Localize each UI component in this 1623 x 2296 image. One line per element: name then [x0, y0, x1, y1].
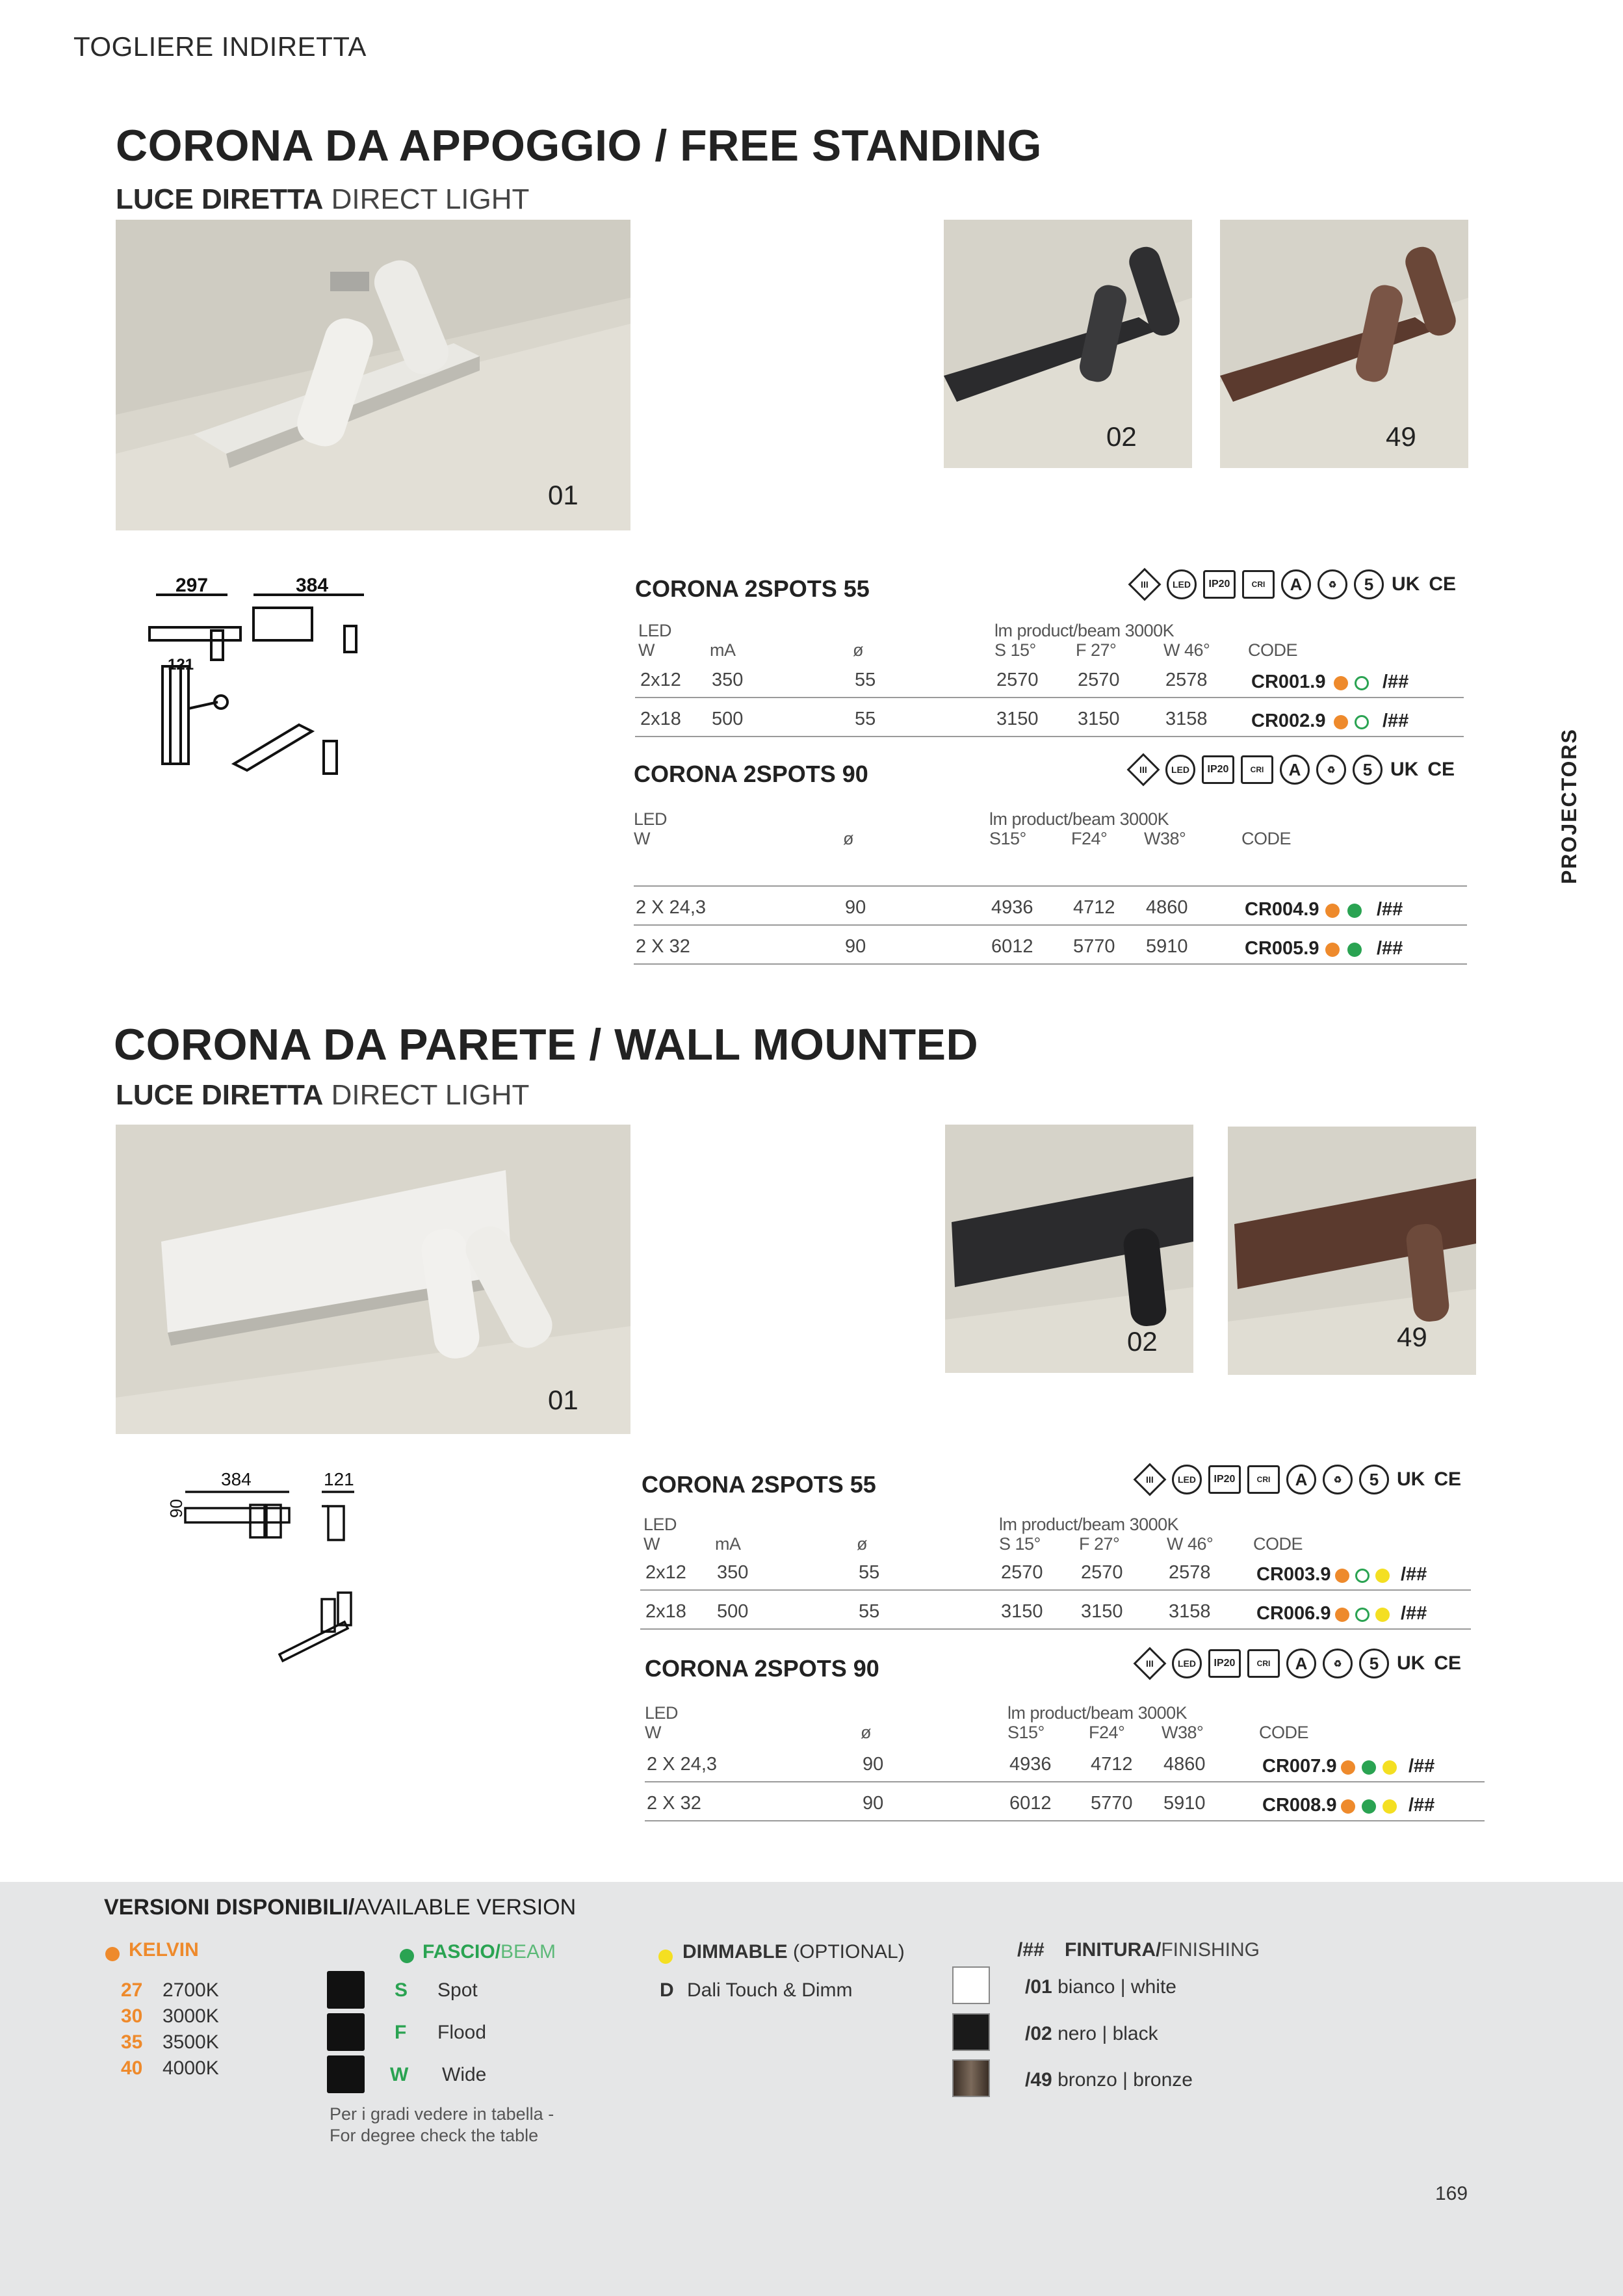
ip20-icon: IP20	[1203, 570, 1236, 599]
photo-label-black: 02	[1106, 421, 1137, 452]
beam-label-light: BEAM	[500, 1941, 556, 1963]
cell-dia: 55	[859, 1562, 880, 1583]
cell-s: 6012	[1009, 1793, 1052, 1814]
cell-ma: 500	[717, 1601, 749, 1622]
cell-dia: 55	[859, 1601, 880, 1622]
row-divider	[635, 736, 1464, 737]
kelvin-dot	[1334, 676, 1348, 690]
photo-label-white: 01	[548, 1385, 578, 1415]
cell-wide: 5910	[1163, 1793, 1206, 1814]
spec-table-standing-90	[634, 751, 1472, 972]
dimmable-legend-dot	[658, 1950, 673, 1964]
kelvin-dot	[1341, 1760, 1355, 1775]
kelvin-code: 40	[121, 2057, 143, 2079]
col-wide: W38°	[1144, 829, 1186, 848]
dim-label: 121	[168, 656, 194, 673]
beam-letter: F	[395, 2022, 407, 2043]
cell-s: 3150	[996, 709, 1039, 729]
product-code: CR004.9	[1245, 899, 1319, 920]
cell-f: 4712	[1073, 897, 1115, 918]
table-title: CORONA 2SPOTS 90	[645, 1655, 879, 1682]
recycle-icon: ♻	[1323, 1465, 1353, 1494]
a-icon: A	[1280, 755, 1310, 785]
cell-f: 2570	[1081, 1562, 1123, 1583]
warranty-5-icon: 5	[1353, 755, 1383, 785]
finish-name: nero | black	[1058, 2023, 1158, 2044]
product-code: CR003.9	[1256, 1564, 1331, 1585]
black-finish-swatch	[952, 2013, 990, 2051]
section-subtitle-wall-mounted	[116, 1079, 529, 1112]
available-versions-panel	[0, 1882, 1623, 2296]
ce-icon: CE	[1434, 1468, 1462, 1490]
ukca-icon: UK	[1390, 759, 1419, 780]
cri-icon: CRI	[1247, 1465, 1280, 1494]
dimmable-label-light: (OPTIONAL)	[793, 1941, 905, 1963]
finishing-label	[1065, 1939, 1260, 1961]
ce-icon: CE	[1434, 1652, 1462, 1674]
technical-drawing-standing	[130, 569, 377, 796]
finish-suffix: /##	[1409, 1756, 1435, 1777]
cell-wide: 2578	[1169, 1562, 1211, 1583]
beam-dot	[1355, 1569, 1370, 1583]
recycle-icon: ♻	[1316, 755, 1346, 785]
subtitle-bold: LUCE DIRETTA	[116, 1079, 324, 1111]
beam-dot	[1362, 1760, 1376, 1775]
beam-name: Flood	[437, 2022, 487, 2043]
col-f: F 27°	[1079, 1534, 1120, 1554]
bronze-finish-swatch	[952, 2059, 990, 2097]
col-code: CODE	[1253, 1534, 1303, 1554]
certification-icons	[1134, 1465, 1462, 1494]
finish-suffix: /##	[1401, 1564, 1427, 1585]
ukca-icon: UK	[1397, 1652, 1425, 1674]
subtitle-light: DIRECT LIGHT	[331, 183, 530, 215]
led-icon: LED	[1172, 1649, 1202, 1678]
cri-icon: CRI	[1241, 755, 1273, 784]
section-title-free-standing: CORONA DA APPOGGIO / FREE STANDING	[116, 121, 1042, 170]
cell-w: 2x18	[645, 1601, 686, 1622]
cell-wide: 3158	[1169, 1601, 1211, 1622]
finish-suffix: /##	[1409, 1795, 1435, 1816]
col-f: F 27°	[1076, 640, 1117, 660]
beam-legend-dot	[400, 1949, 414, 1963]
col-led: LED	[645, 1703, 679, 1723]
kelvin-dot	[1335, 1608, 1349, 1622]
product-photo-white-wall	[116, 1125, 630, 1434]
cell-ma: 350	[712, 670, 744, 690]
beam-dot	[1355, 715, 1369, 729]
beam-label	[422, 1941, 556, 1963]
recycle-icon: ♻	[1323, 1649, 1353, 1678]
col-s: S15°	[1007, 1723, 1045, 1742]
beam-dot	[1355, 676, 1369, 690]
cell-dia: 90	[845, 897, 866, 918]
product-code: CR006.9	[1256, 1603, 1331, 1624]
photo-label-black: 02	[1127, 1326, 1158, 1357]
category-label: TOGLIERE INDIRETTA	[73, 31, 367, 62]
row-divider	[634, 885, 1467, 887]
dim-label: 384	[221, 1469, 252, 1489]
dimmable-code: D	[660, 1979, 674, 2001]
dimmable-dot	[1383, 1799, 1397, 1814]
table-title: CORONA 2SPOTS 55	[635, 575, 870, 602]
cell-ma: 350	[717, 1562, 749, 1583]
finish-prefix: /##	[1017, 1939, 1045, 1961]
class-iii-icon: III	[1127, 753, 1160, 787]
a-icon: A	[1286, 1649, 1316, 1678]
ukca-icon: UK	[1397, 1468, 1425, 1490]
finish-code: /49	[1025, 2069, 1052, 2091]
product-code: CR002.9	[1251, 711, 1326, 731]
cell-s: 6012	[991, 936, 1033, 957]
dimmable-label	[682, 1941, 905, 1963]
col-s: S15°	[989, 829, 1026, 848]
led-icon: LED	[1172, 1465, 1202, 1494]
dim-label: 90	[166, 1499, 186, 1518]
a-icon: A	[1286, 1465, 1316, 1494]
dim-label: 297	[175, 575, 209, 596]
col-f: F24°	[1089, 1723, 1125, 1742]
row-divider	[634, 924, 1467, 926]
recycle-icon: ♻	[1318, 569, 1347, 599]
col-code: CODE	[1248, 640, 1298, 660]
cell-wide: 4860	[1146, 897, 1188, 918]
ce-icon: CE	[1429, 573, 1457, 595]
kelvin-dot	[1325, 904, 1340, 918]
cell-wide: 2578	[1165, 670, 1208, 690]
cell-f: 5770	[1091, 1793, 1133, 1814]
led-icon: LED	[1167, 569, 1197, 599]
footer-title-light: AVAILABLE VERSION	[354, 1895, 577, 1920]
led-icon: LED	[1165, 755, 1195, 785]
beam-note: For degree check the table	[330, 2126, 539, 2145]
class-iii-icon: III	[1134, 1647, 1167, 1680]
row-divider	[645, 1781, 1485, 1782]
certification-icons	[1134, 1649, 1462, 1678]
col-diameter: ø	[843, 829, 853, 848]
side-label: PROJECTORS	[1557, 728, 1581, 884]
cell-s: 2570	[1001, 1562, 1043, 1583]
spec-table-wall-55	[640, 1458, 1479, 1634]
technical-drawing-wall	[149, 1466, 396, 1674]
spec-table-wall-90	[645, 1643, 1483, 1838]
kelvin-dot	[1334, 715, 1348, 729]
row-divider	[640, 1589, 1471, 1591]
col-wide: W 46°	[1167, 1534, 1214, 1554]
beam-letter: W	[390, 2064, 409, 2085]
kelvin-dot	[1325, 943, 1340, 957]
finish-item	[1025, 2069, 1193, 2091]
product-code: CR005.9	[1245, 938, 1319, 959]
spec-table-standing-55	[635, 566, 1474, 741]
col-lm: lm product/beam 3000K	[989, 809, 1169, 829]
cell-f: 2570	[1078, 670, 1120, 690]
finish-suffix: /##	[1383, 672, 1409, 692]
beam-label-bold: FASCIO/	[422, 1941, 501, 1963]
table-title: CORONA 2SPOTS 90	[634, 761, 868, 787]
finishing-label-light: FINISHING	[1161, 1939, 1260, 1961]
row-divider	[634, 963, 1467, 965]
warranty-5-icon: 5	[1359, 1649, 1389, 1678]
col-w: W	[645, 1723, 661, 1742]
beam-name: Spot	[437, 1979, 478, 2001]
col-lm: lm product/beam 3000K	[1007, 1703, 1188, 1723]
cell-wide: 5910	[1146, 936, 1188, 957]
kelvin-code: 30	[121, 2005, 143, 2027]
warranty-5-icon: 5	[1359, 1465, 1389, 1494]
col-wide: W 46°	[1163, 640, 1210, 660]
beam-dot	[1362, 1799, 1376, 1814]
kelvin-dot	[1335, 1569, 1349, 1583]
certification-icons	[1128, 755, 1456, 785]
subtitle-light: DIRECT LIGHT	[331, 1079, 530, 1111]
cell-f: 3150	[1081, 1601, 1123, 1622]
cell-f: 5770	[1073, 936, 1115, 957]
cell-s: 3150	[1001, 1601, 1043, 1622]
finish-suffix: /##	[1401, 1603, 1427, 1624]
ip20-icon: IP20	[1208, 1649, 1241, 1678]
certification-icons	[1129, 569, 1457, 599]
col-lm: lm product/beam 3000K	[999, 1515, 1179, 1534]
product-code: CR007.9	[1262, 1756, 1337, 1777]
kelvin-code: 27	[121, 1979, 143, 2001]
beam-dot	[1347, 943, 1362, 957]
cell-f: 4712	[1091, 1754, 1133, 1775]
subtitle-bold: LUCE DIRETTA	[116, 183, 324, 215]
ip20-icon: IP20	[1202, 755, 1234, 784]
cell-dia: 90	[863, 1793, 884, 1814]
finish-code: /01	[1025, 1976, 1052, 1998]
spot-beam-icon	[327, 1971, 365, 2009]
ip20-icon: IP20	[1208, 1465, 1241, 1494]
kelvin-value: 3500K	[162, 2031, 219, 2053]
ce-icon: CE	[1427, 759, 1455, 780]
finish-item	[1025, 2023, 1158, 2045]
ukca-icon: UK	[1392, 573, 1420, 595]
photo-label-bronze: 49	[1386, 421, 1416, 452]
finish-code: /02	[1025, 2023, 1052, 2044]
cell-w: 2x18	[640, 709, 681, 729]
footer-title	[104, 1895, 576, 1920]
product-photo-white-standing	[116, 220, 630, 530]
col-ma: mA	[715, 1534, 741, 1554]
beam-letter: S	[395, 1979, 408, 2001]
table-title: CORONA 2SPOTS 55	[642, 1471, 876, 1498]
photo-label-white: 01	[548, 480, 578, 510]
beam-name: Wide	[442, 2064, 487, 2085]
kelvin-value: 3000K	[162, 2005, 219, 2027]
col-w: W	[634, 829, 650, 848]
cell-ma: 500	[712, 709, 744, 729]
cell-s: 2570	[996, 670, 1039, 690]
warranty-5-icon: 5	[1354, 569, 1384, 599]
cell-w: 2 X 24,3	[647, 1754, 718, 1775]
cell-wide: 3158	[1165, 709, 1208, 729]
col-w: W	[643, 1534, 660, 1554]
col-code: CODE	[1259, 1723, 1309, 1742]
wide-beam-icon	[327, 2055, 365, 2093]
dimmable-name: Dali Touch & Dimm	[687, 1979, 853, 2001]
cell-s: 4936	[1009, 1754, 1052, 1775]
cell-dia: 90	[863, 1754, 884, 1775]
col-ma: mA	[710, 640, 736, 660]
row-divider	[645, 1820, 1485, 1821]
col-led: LED	[634, 809, 668, 829]
finish-name: bianco | white	[1058, 1976, 1176, 1998]
product-photo-bronze-standing	[1220, 220, 1468, 468]
kelvin-dot	[1341, 1799, 1355, 1814]
cell-w: 2x12	[640, 670, 681, 690]
class-iii-icon: III	[1134, 1463, 1167, 1496]
beam-note: Per i gradi vedere in tabella -	[330, 2104, 554, 2124]
product-photo-black-wall	[945, 1125, 1193, 1373]
class-iii-icon: III	[1128, 568, 1162, 601]
col-diameter: ø	[853, 640, 863, 660]
cell-w: 2 X 32	[647, 1793, 701, 1814]
dimmable-label-bold: DIMMABLE	[682, 1941, 788, 1963]
col-f: F24°	[1071, 829, 1108, 848]
cell-w: 2 X 32	[636, 936, 690, 957]
col-code: CODE	[1241, 829, 1292, 848]
beam-dot	[1347, 904, 1362, 918]
dim-label: 121	[324, 1469, 354, 1489]
dimmable-dot	[1383, 1760, 1397, 1775]
cell-w: 2x12	[645, 1562, 686, 1583]
col-s: S 15°	[994, 640, 1036, 660]
cri-icon: CRI	[1242, 570, 1275, 599]
cell-wide: 4860	[1163, 1754, 1206, 1775]
photo-label-bronze: 49	[1397, 1322, 1427, 1352]
dim-label: 384	[296, 575, 329, 596]
product-code: CR008.9	[1262, 1795, 1337, 1816]
finish-suffix: /##	[1377, 938, 1403, 959]
product-photo-black-standing	[944, 220, 1192, 468]
cell-f: 3150	[1078, 709, 1120, 729]
cell-dia: 90	[845, 936, 866, 957]
col-diameter: ø	[861, 1723, 871, 1742]
dimmable-dot	[1375, 1569, 1390, 1583]
col-lm: lm product/beam 3000K	[994, 621, 1175, 640]
col-w: W	[638, 640, 655, 660]
dimmable-dot	[1375, 1608, 1390, 1622]
finish-item	[1025, 1976, 1176, 1998]
col-s: S 15°	[999, 1534, 1041, 1554]
beam-dot	[1355, 1608, 1370, 1622]
kelvin-value: 4000K	[162, 2057, 219, 2079]
col-wide: W38°	[1162, 1723, 1204, 1742]
kelvin-code: 35	[121, 2031, 143, 2053]
finishing-label-bold: FINITURA/	[1065, 1939, 1162, 1961]
kelvin-value: 2700K	[162, 1979, 219, 2001]
flood-beam-icon	[327, 2013, 365, 2051]
cri-icon: CRI	[1247, 1649, 1280, 1678]
footer-title-bold: VERSIONI DISPONIBILI/	[104, 1895, 355, 1920]
cell-dia: 55	[855, 709, 876, 729]
cell-s: 4936	[991, 897, 1033, 918]
kelvin-legend-dot	[105, 1947, 120, 1961]
product-photo-bronze-wall	[1228, 1127, 1476, 1375]
section-title-wall-mounted: CORONA DA PARETE / WALL MOUNTED	[114, 1020, 979, 1069]
finish-suffix: /##	[1383, 711, 1409, 731]
a-icon: A	[1281, 569, 1311, 599]
white-finish-swatch	[952, 1966, 990, 2004]
row-divider	[640, 1628, 1471, 1630]
row-divider	[635, 697, 1464, 698]
page-number: 169	[1435, 2183, 1468, 2204]
col-led: LED	[643, 1515, 677, 1534]
finish-name: bronzo | bronze	[1058, 2069, 1193, 2091]
col-diameter: ø	[857, 1534, 867, 1554]
cell-w: 2 X 24,3	[636, 897, 707, 918]
finish-suffix: /##	[1377, 899, 1403, 920]
product-code: CR001.9	[1251, 672, 1326, 692]
col-led: LED	[638, 621, 672, 640]
section-subtitle-free-standing	[116, 183, 529, 216]
cell-dia: 55	[855, 670, 876, 690]
kelvin-label: KELVIN	[129, 1939, 199, 1961]
